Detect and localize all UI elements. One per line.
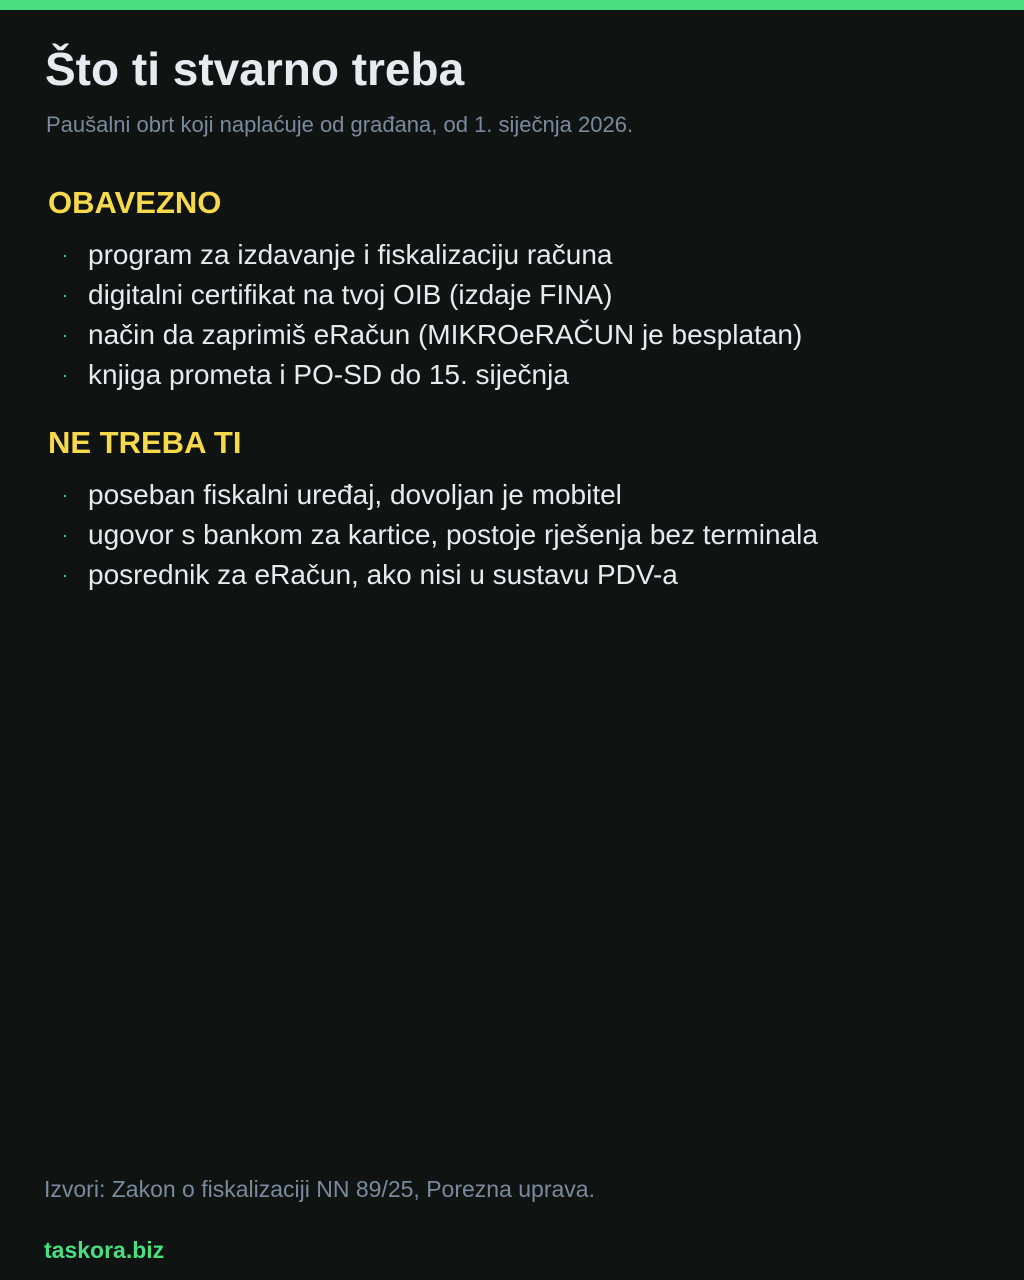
brand-link[interactable]: taskora.biz bbox=[44, 1237, 165, 1263]
list-item-text: digitalni certifikat na tvoj OIB (izdaje FINA) bbox=[88, 279, 613, 310]
bullet-icon: · bbox=[62, 525, 68, 545]
bullet-icon: · bbox=[62, 485, 68, 505]
list-item-text: poseban fiskalni uređaj, dovoljan je mobitel bbox=[88, 479, 622, 510]
list-item-text: način da zaprimiš eRačun (MIKROeRAČUN je besplatan) bbox=[88, 319, 803, 350]
section-heading-required: OBAVEZNO bbox=[48, 185, 222, 220]
section-heading-not-needed: NE TREBA TI bbox=[48, 425, 242, 460]
page-subtitle: Paušalni obrt koji naplaćuje od građana, od 1. siječnja 2026. bbox=[46, 112, 634, 137]
page-title: Što ti stvarno treba bbox=[45, 43, 465, 95]
list-item-text: program za izdavanje i fiskalizaciju računa bbox=[88, 239, 613, 270]
bullet-icon: · bbox=[62, 565, 68, 585]
list-item-text: knjiga prometa i PO-SD do 15. siječnja bbox=[88, 359, 569, 390]
bullet-icon: · bbox=[62, 285, 68, 305]
top-accent-bar bbox=[0, 0, 1024, 10]
bullet-icon: · bbox=[62, 325, 68, 345]
bullet-icon: · bbox=[62, 245, 68, 265]
list-item-text: ugovor s bankom za kartice, postoje rješenja bez terminala bbox=[88, 519, 818, 550]
sources-note: Izvori: Zakon o fiskalizaciji NN 89/25, Porezna uprava. bbox=[44, 1176, 595, 1202]
bullet-icon: · bbox=[62, 365, 68, 385]
list-item-text: posrednik za eRačun, ako nisi u sustavu PDV-a bbox=[88, 559, 678, 590]
